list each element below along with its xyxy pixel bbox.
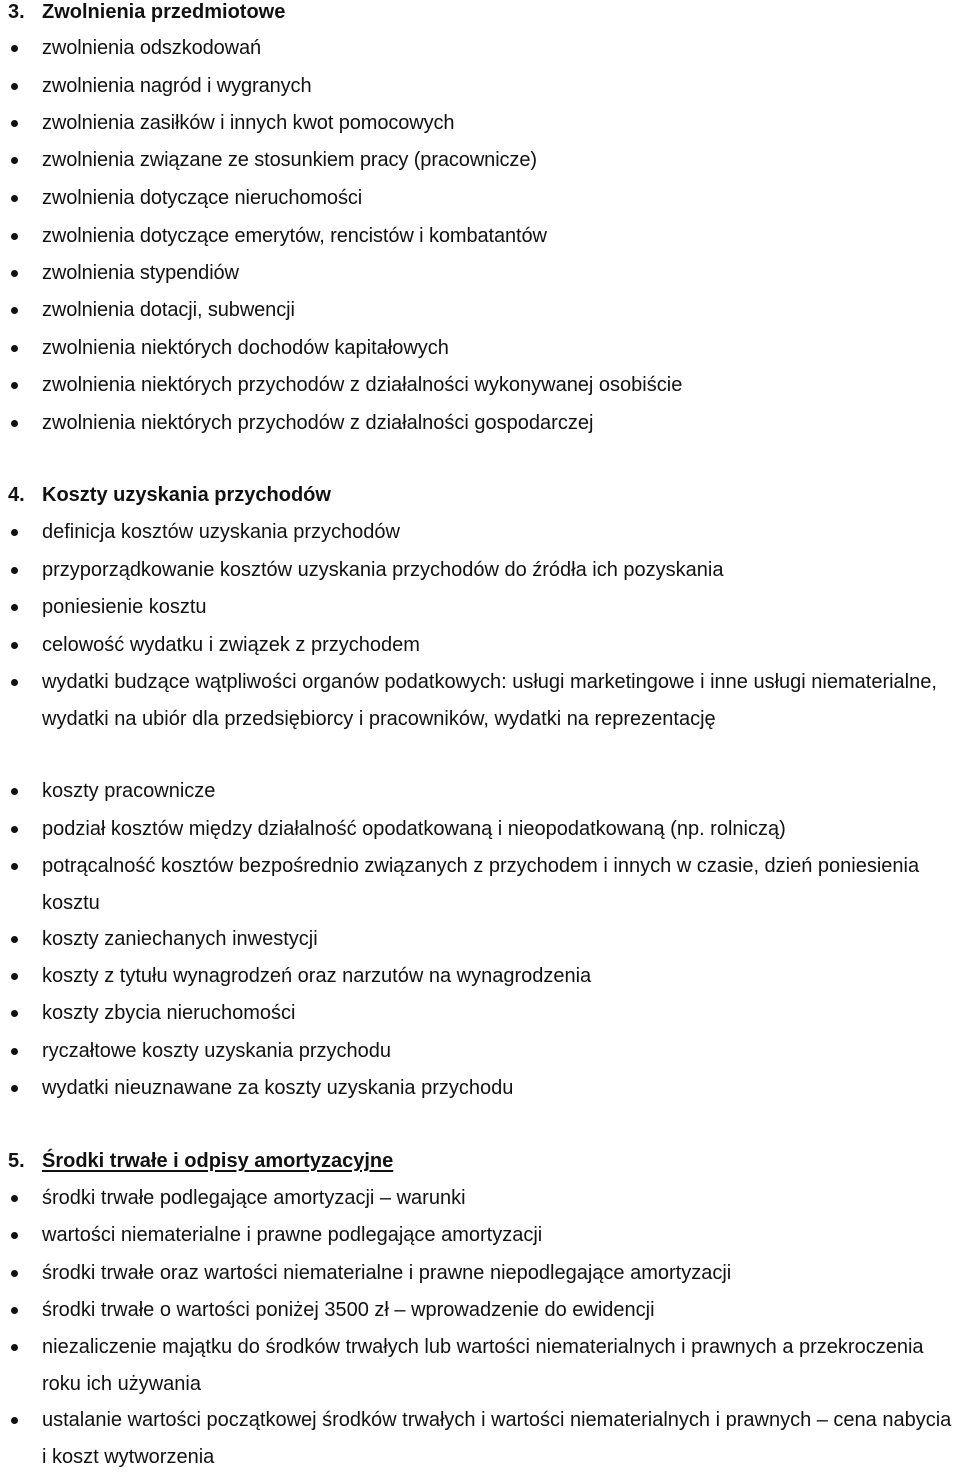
bullet-icon (11, 788, 18, 795)
list-item-text: zwolnienia niektórych dochodów kapitałowych (42, 337, 449, 359)
list-item-text: poniesienie kosztu (42, 596, 207, 618)
bullet-icon (11, 345, 18, 352)
bullet-icon (11, 420, 18, 427)
bullet-icon (11, 604, 18, 611)
bullet-icon (11, 270, 18, 277)
bullet-icon (11, 529, 18, 536)
list-item-text: potrącalność kosztów bezpośrednio związanych z przychodem i innych w czasie, dzień poniesienia kosztu (42, 855, 920, 914)
list-item-text: zwolnienia zasiłków i innych kwot pomocowych (42, 112, 455, 134)
list-item-text: podział kosztów między działalność opodatkowaną i nieopodatkowaną (np. rolniczą) (42, 818, 786, 840)
bullet-icon (11, 382, 18, 389)
bullet-icon (11, 1417, 18, 1424)
list-item-text: celowość wydatku i związek z przychodem (42, 634, 420, 656)
bullet-icon (11, 120, 18, 127)
list-item-text: zwolnienia niektórych przychodów z działalności wykonywanej osobiście (42, 374, 683, 396)
list-item-text: środki trwałe o wartości poniżej 3500 zł – wprowadzenie do ewidencji (42, 1299, 655, 1321)
bullet-icon (11, 307, 18, 314)
list-item-text: zwolnienia nagród i wygranych (42, 75, 312, 97)
bullet-icon (11, 1270, 18, 1277)
bullet-icon (11, 936, 18, 943)
list-item-text: zwolnienia dotyczące nieruchomości (42, 187, 363, 209)
bullet-icon (11, 1344, 18, 1351)
bullet-icon (11, 567, 18, 574)
section-4-heading (0, 477, 960, 513)
section-title: Środki trwałe i odpisy amortyzacyjne (42, 1150, 394, 1172)
list-item-text: wydatki nieuznawane za koszty uzyskania przychodu (42, 1077, 514, 1099)
list-item-text: wydatki budzące wątpliwości organów podatkowych: usługi marketingowe i inne usługi niematerialne, wydatki na ubiór dla przedsiębiorcy i pracowników, wydatki na reprezentację (42, 671, 937, 730)
bullet-icon (11, 1195, 18, 1202)
section-3-heading (0, 0, 960, 30)
bullet-icon (11, 1048, 18, 1055)
list-item-text: zwolnienia dotyczące emerytów, rencistów i kombatantów (42, 225, 547, 247)
bullet-icon (11, 157, 18, 164)
section-number: 4. (8, 484, 25, 506)
list-item-text: koszty pracownicze (42, 780, 216, 802)
list-item-text: wartości niematerialne i prawne podlegające amortyzacji (42, 1224, 543, 1246)
bullet-icon (11, 83, 18, 90)
list-item-text: środki trwałe podlegające amortyzacji – warunki (42, 1187, 466, 1209)
list-item-text: niezaliczenie majątku do środków trwałych lub wartości niematerialnych i prawnych a przekroczenia roku ich używania (42, 1336, 924, 1395)
list-item-text: definicja kosztów uzyskania przychodów (42, 521, 400, 543)
bullet-icon (11, 679, 18, 686)
section-5-heading (0, 1143, 960, 1179)
list-item-text: przyporządkowanie kosztów uzyskania przychodów do źródła ich pozyskania (42, 559, 724, 581)
bullet-icon (11, 1085, 18, 1092)
bullet-icon (11, 1010, 18, 1017)
list-item-text: koszty zaniechanych inwestycji (42, 928, 318, 950)
bullet-icon (11, 233, 18, 240)
bullet-icon (11, 973, 18, 980)
bullet-icon (11, 195, 18, 202)
list-item-text: ustalanie wartości początkowej środków trwałych i wartości niematerialnych i prawnych – cena nabycia i koszt wytworzenia (42, 1409, 952, 1468)
list-item-text: ryczałtowe koszty uzyskania przychodu (42, 1040, 392, 1062)
list-item-text: środki trwałe oraz wartości niematerialne i prawne niepodlegające amortyzacji (42, 1262, 732, 1284)
bullet-icon (11, 1232, 18, 1239)
section-number: 5. (8, 1150, 25, 1172)
list-item-text: zwolnienia związane ze stosunkiem pracy (pracownicze) (42, 149, 537, 171)
list-item-text: zwolnienia stypendiów (42, 262, 239, 284)
list-item-text: koszty z tytułu wynagrodzeń oraz narzutów na wynagrodzenia (42, 965, 592, 987)
bullet-icon (11, 826, 18, 833)
section-title: Koszty uzyskania przychodów (42, 484, 331, 506)
list-item-text: zwolnienia dotacji, subwencji (42, 299, 295, 321)
list-item-text: zwolnienia niektórych przychodów z działalności gospodarczej (42, 412, 594, 434)
section-number: 3. (8, 1, 25, 23)
bullet-icon (11, 45, 18, 52)
list-item-text: koszty zbycia nieruchomości (42, 1002, 296, 1024)
list-item-text: zwolnienia odszkodowań (42, 37, 262, 59)
section-title: Zwolnienia przedmiotowe (42, 1, 286, 23)
bullet-icon (11, 863, 18, 870)
bullet-icon (11, 1307, 18, 1314)
bullet-icon (11, 642, 18, 649)
